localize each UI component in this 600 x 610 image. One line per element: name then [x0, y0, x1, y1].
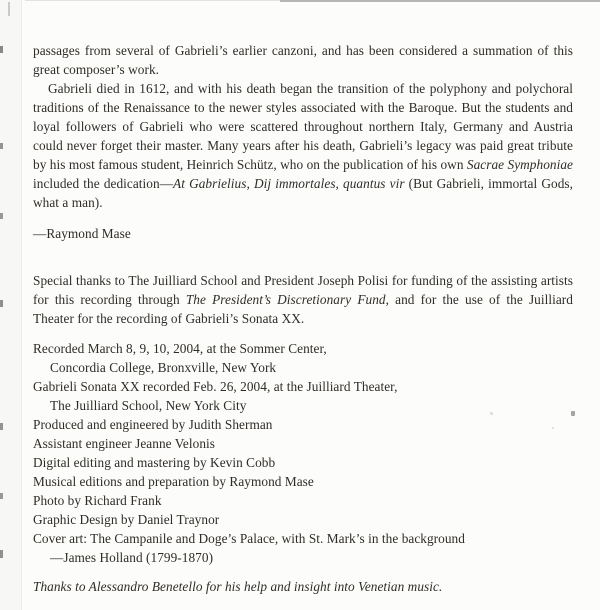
author-signature: —Raymond Mase [33, 226, 131, 241]
credit-line: Graphic Design by Daniel Traynor [33, 512, 220, 527]
scan-gutter-shading [0, 0, 22, 610]
credit-line: Produced and engineered by Judith Sherman [33, 417, 273, 432]
scan-speck [0, 143, 3, 149]
credit-line: Gabrieli Sonata XX recorded Feb. 26, 2004, at the Juilliard Theater, [33, 379, 398, 394]
italic-text-segment: Sacrae Symphoniae [466, 157, 573, 172]
text-segment: included the dedication— [33, 176, 174, 191]
liner-notes-text [33, 41, 573, 596]
paragraph-canzoni-summation [33, 41, 573, 79]
credit-line: —James Holland (1799-1870) [50, 550, 214, 565]
scan-speck [0, 550, 3, 558]
scan-speck [0, 493, 3, 499]
credit-line: Assistant engineer Jeanne Velonis [33, 436, 215, 451]
scan-speck [0, 46, 3, 53]
text-segment: passages from several of Gabrieli’s earlier canzoni, and has been considered a summation of this great composer’s work. [33, 43, 573, 77]
footer-acknowledgment: Thanks to Alessandro Benetello for his help and insight into Venetian music. [33, 579, 443, 594]
scan-speck [0, 300, 3, 307]
credit-line: Photo by Richard Frank [33, 493, 162, 508]
credit-line: Recorded March 8, 9, 10, 2004, at the Sommer Center, [33, 341, 327, 356]
scan-top-edge-line [280, 0, 600, 2]
text-segment: Special thanks to The Juilliard School and President Joseph Polisi for funding of the assisting artists for this recording through [33, 273, 573, 307]
text-segment: Gabrieli died in 1612, and with his death began the transition of the polyphony and polychoral traditions of the Renaissance to the newer styles associated with the Baroque. But the students and loyal followers of Gabrieli who were scattered throughout northern Italy, Germany and Austria could never forget their master. Many years after his death, Gabrieli’s legacy was paid great tribute by his most famous student, Heinrich Schütz, who on the publication of his own [33, 81, 573, 172]
scan-top-edge-line-faint [25, 0, 280, 1]
text-segment: (But Gabrieli, immortal Gods, what a man). [33, 176, 573, 210]
credit-line: Digital editing and mastering by Kevin Cobb [33, 455, 276, 470]
text-segment: , and for the use of the Juilliard Theater for the recording of Gabrieli’s Sonata XX. [33, 292, 573, 326]
credit-line: Concordia College, Bronxville, New York [50, 360, 277, 375]
credits-list [33, 339, 573, 567]
credit-line: Cover art: The Campanile and Doge’s Palace, with St. Mark’s in the background [33, 531, 465, 546]
credit-line: The Juilliard School, New York City [50, 398, 247, 413]
paragraph-special-thanks [33, 271, 573, 328]
italic-text-segment: The President’s Discretionary Fund [185, 292, 386, 307]
credit-line: Musical editions and preparation by Raymond Mase [33, 474, 314, 489]
scan-speck [0, 213, 3, 219]
scan-speck [0, 423, 3, 430]
paragraph-gabrieli-death [33, 79, 573, 212]
scan-speck [8, 2, 10, 16]
italic-text-segment: At Gabrielius, Dij immortales, quantus vir [173, 176, 405, 191]
